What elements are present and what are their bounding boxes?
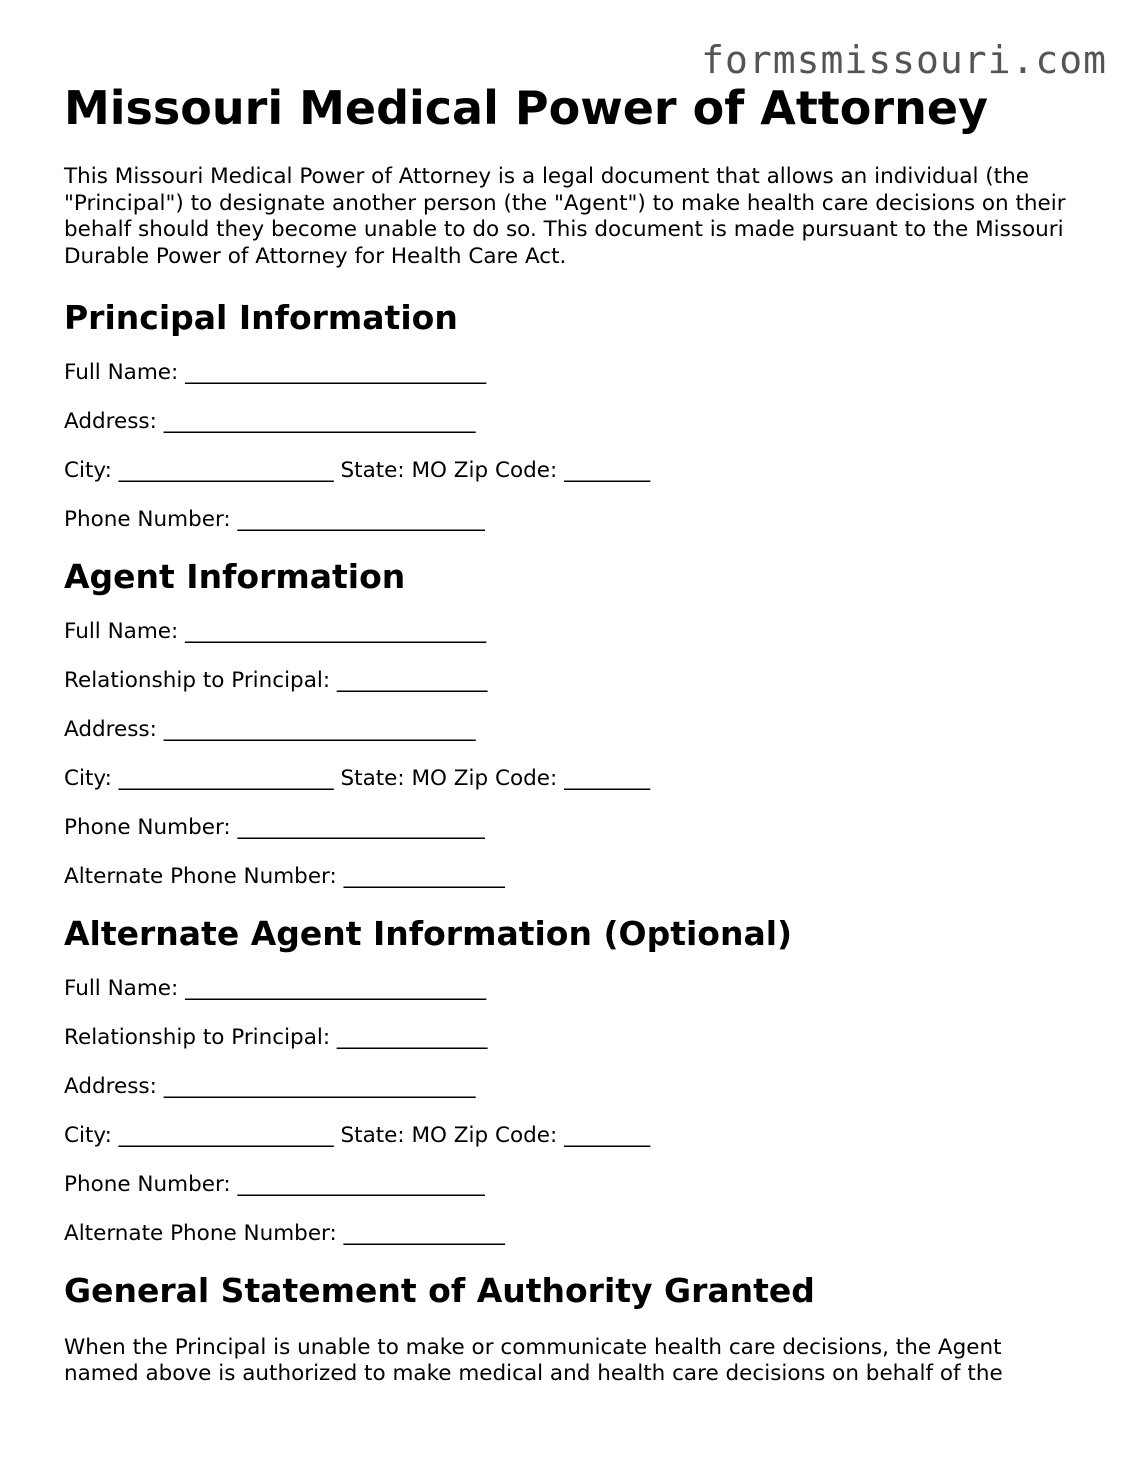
- principal-city-state-zip-field[interactable]: City: ____________________ State: MO Zip Code: ________: [64, 458, 651, 483]
- principal-heading: Principal Information: [64, 298, 458, 337]
- alt-agent-full-name-field[interactable]: Full Name: ____________________________: [64, 976, 487, 1001]
- alt-agent-city-state-zip-field[interactable]: City: ____________________ State: MO Zip Code: ________: [64, 1123, 651, 1148]
- agent-address-field[interactable]: Address: _____________________________: [64, 717, 476, 742]
- agent-section: [64, 557, 1074, 890]
- document-title: Missouri Medical Power of Attorney: [64, 81, 989, 135]
- alt-agent-address-field[interactable]: Address: _____________________________: [64, 1074, 476, 1099]
- agent-relationship-field[interactable]: Relationship to Principal: ______________: [64, 668, 488, 693]
- agent-full-name-field[interactable]: Full Name: ____________________________: [64, 619, 487, 644]
- alt-agent-alt-phone-field[interactable]: Alternate Phone Number: _______________: [64, 1221, 505, 1246]
- agent-heading: Agent Information: [64, 557, 406, 596]
- document-page: [64, 78, 1074, 1387]
- alternate-agent-heading: Alternate Agent Information (Optional): [64, 914, 793, 953]
- principal-address-field[interactable]: Address: _____________________________: [64, 409, 476, 434]
- authority-heading: General Statement of Authority Granted: [64, 1271, 815, 1310]
- alternate-agent-section: [64, 914, 1074, 1247]
- authority-text: When the Principal is unable to make or communicate health care decisions, the Agent named above is authorized to make medical and health care decisions on behalf of the: [64, 1335, 1003, 1386]
- authority-section: [64, 1271, 1074, 1387]
- alt-agent-phone-field[interactable]: Phone Number: _______________________: [64, 1172, 485, 1197]
- principal-phone-field[interactable]: Phone Number: _______________________: [64, 507, 485, 532]
- watermark: formsmissouri.com: [701, 38, 1107, 82]
- principal-section: [64, 298, 1074, 533]
- agent-city-state-zip-field[interactable]: City: ____________________ State: MO Zip Code: ________: [64, 766, 651, 791]
- agent-alt-phone-field[interactable]: Alternate Phone Number: _______________: [64, 864, 505, 889]
- intro-paragraph: This Missouri Medical Power of Attorney is a legal document that allows an individual (the "Principal") to designate another person (the "Agent") to make health care decisions on their behalf should they become unable to do so. This document is made pursuant to the Missouri Durable Power of Attorney for Health Care Act.: [64, 164, 1066, 269]
- principal-full-name-field[interactable]: Full Name: ____________________________: [64, 360, 487, 385]
- alt-agent-relationship-field[interactable]: Relationship to Principal: ______________: [64, 1025, 488, 1050]
- agent-phone-field[interactable]: Phone Number: _______________________: [64, 815, 485, 840]
